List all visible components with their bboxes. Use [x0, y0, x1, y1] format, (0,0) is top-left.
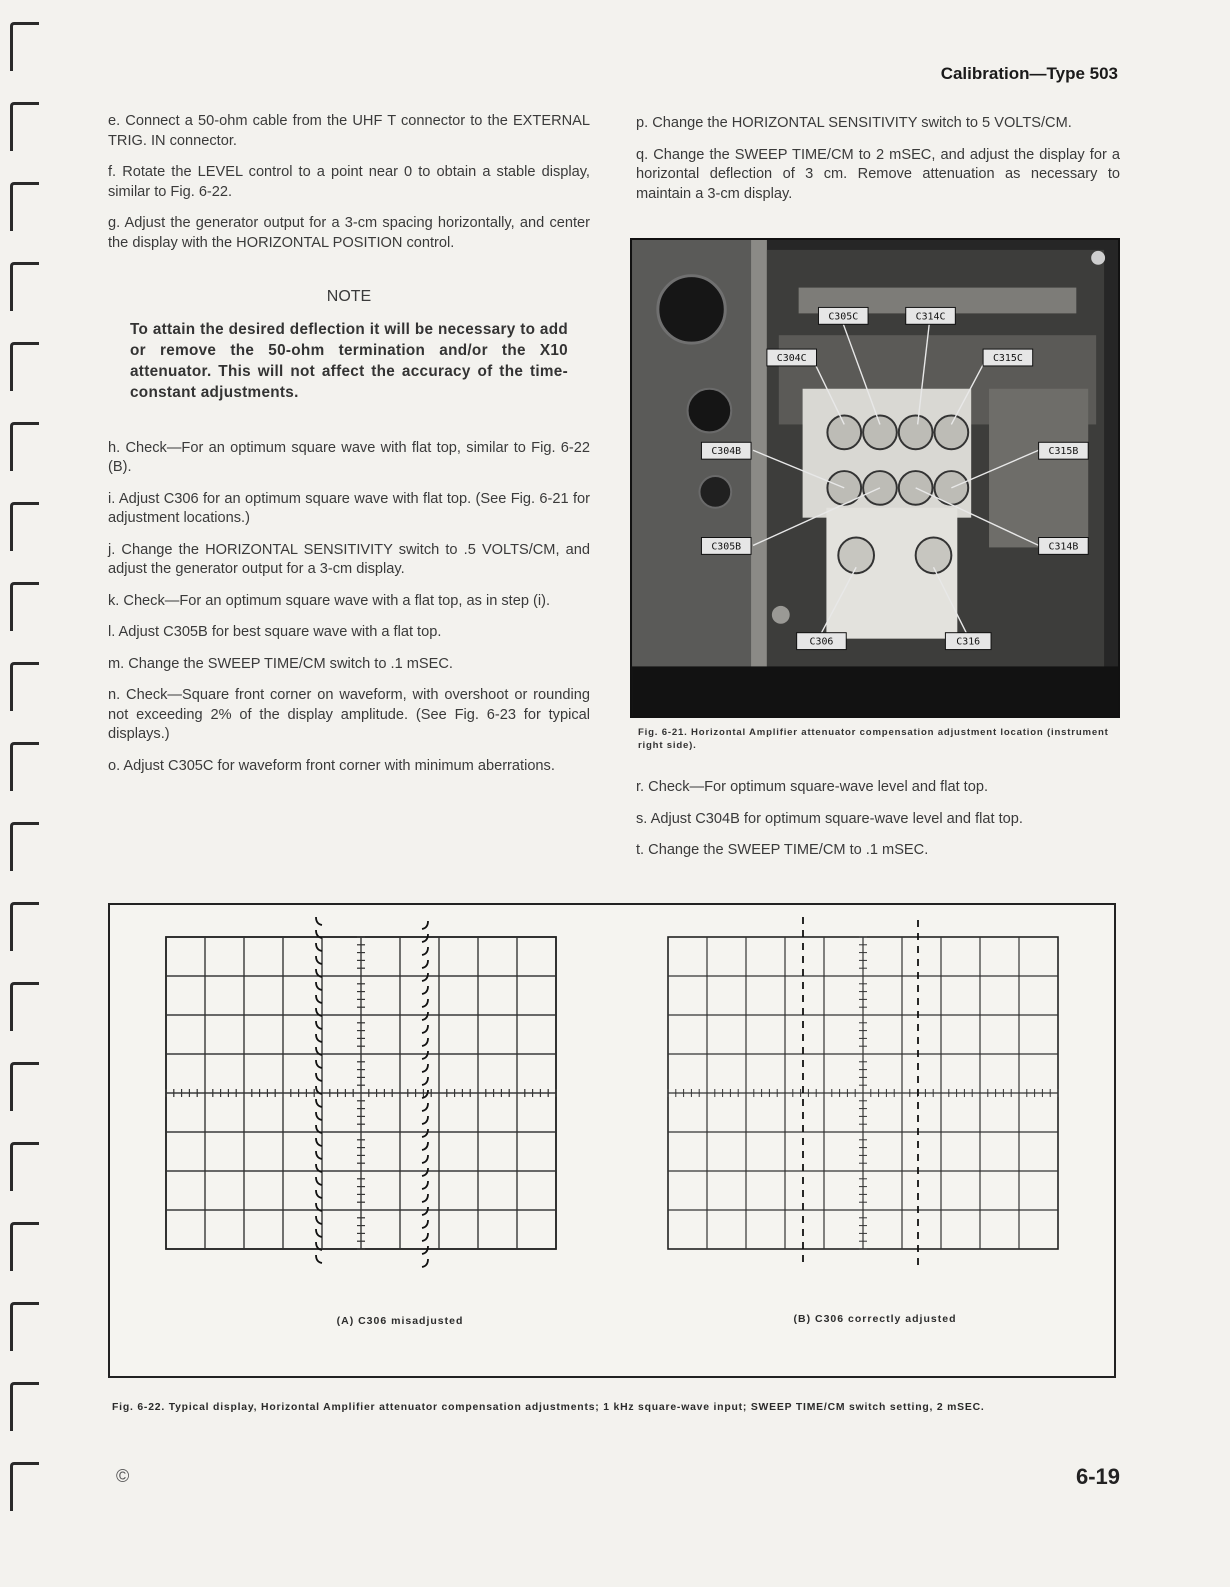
waveform-trace-segment — [316, 917, 322, 925]
graticule-a — [166, 917, 556, 1267]
waveform-trace-segment — [422, 1259, 428, 1267]
step-l: l. Adjust C305B for best square wave with a flat top. — [108, 624, 442, 640]
waveform-trace-segment — [316, 1073, 322, 1081]
waveform-trace-segment — [422, 947, 428, 955]
step-t: t. Change the SWEEP TIME/CM to .1 mSEC. — [636, 842, 929, 858]
waveform-trace-segment — [422, 973, 428, 981]
waveform-trace-segment — [316, 1112, 322, 1120]
waveform-trace-segment — [422, 1038, 428, 1046]
waveform-trace-segment — [316, 1151, 322, 1159]
waveform-trace-segment — [316, 1034, 322, 1042]
binding-ring — [10, 102, 39, 151]
photo-callout-c305b — [701, 538, 751, 555]
binding-ring — [10, 262, 39, 311]
photo-callout-c304b — [701, 442, 751, 459]
svg-text:C315C: C315C — [992, 352, 1023, 364]
waveform-trace-segment — [422, 1064, 428, 1072]
step-i: i. Adjust C306 for an optimum square wave with flat top. (See Fig. 6-21 for adjustment locations.) — [108, 490, 590, 526]
svg-text:C316: C316 — [956, 636, 981, 648]
binding-ring — [10, 822, 39, 871]
graticule-b — [668, 917, 1058, 1265]
binding-ring — [10, 342, 39, 391]
svg-text:C314C: C314C — [915, 311, 946, 323]
waveform-trace-segment — [422, 1155, 428, 1163]
svg-text:C305B: C305B — [711, 541, 742, 553]
waveform-trace-segment — [316, 982, 322, 990]
binding-ring — [10, 422, 39, 471]
waveform-trace-segment — [422, 1103, 428, 1111]
waveform-trace-segment — [316, 1060, 322, 1068]
fig-6-21-photo — [630, 238, 1120, 718]
waveform-trace-segment — [422, 1025, 428, 1033]
svg-text:C315B: C315B — [1048, 446, 1079, 458]
binding-ring — [10, 742, 39, 791]
photo-callout-c305c — [818, 307, 868, 324]
waveform-trace-segment — [422, 1142, 428, 1150]
binding-ring — [10, 662, 39, 711]
binding-ring — [10, 1142, 39, 1191]
copyright-symbol: © — [116, 1466, 130, 1486]
photo-callout-c315c — [983, 349, 1033, 366]
page-number: 6-19 — [1075, 1464, 1120, 1489]
right-column-bottom — [636, 778, 1120, 873]
step-e: e. Connect a 50-ohm cable from the UHF T connector to the EXTERNAL TRIG. IN connector. — [108, 113, 590, 149]
waveform-trace-segment — [316, 1021, 322, 1029]
waveform-trace-segment — [422, 960, 428, 968]
binding-ring — [10, 1382, 39, 1431]
binding-ring — [10, 982, 39, 1031]
waveform-trace-segment — [316, 995, 322, 1003]
photo-callout-c304c — [767, 349, 817, 366]
svg-text:C314B: C314B — [1048, 541, 1079, 553]
binding-ring — [10, 582, 39, 631]
waveform-trace-segment — [422, 986, 428, 994]
waveform-trace-segment — [316, 1177, 322, 1185]
binding-ring — [10, 22, 39, 71]
waveform-trace-segment — [422, 1168, 428, 1176]
waveform-trace-segment — [316, 943, 322, 951]
waveform-trace-segment — [316, 1255, 322, 1263]
step-r: r. Check—For optimum square-wave level and flat top. — [636, 779, 989, 795]
waveform-trace-segment — [422, 1129, 428, 1137]
svg-text:C304C: C304C — [776, 352, 807, 364]
waveform-trace-segment — [316, 956, 322, 964]
fig-6-22-subcaption-a: (A) C306 misadjusted — [336, 1315, 464, 1327]
note-body: To attain the desired deflection it will be necessary to add or remove the 50-ohm termination and/or the X10 attenuator. This will not affect the accuracy of the time-constant adjustments. — [130, 320, 568, 401]
waveform-trace-segment — [316, 1229, 322, 1237]
waveform-trace-segment — [316, 1099, 322, 1107]
waveform-trace-segment — [422, 1233, 428, 1241]
binding-ring — [10, 182, 39, 231]
step-m: m. Change the SWEEP TIME/CM switch to .1 mSEC. — [108, 655, 453, 672]
waveform-trace-segment — [422, 1012, 428, 1020]
binding-ring — [10, 902, 39, 951]
waveform-trace-segment — [422, 1194, 428, 1202]
waveform-trace-segment — [316, 1190, 322, 1198]
waveform-trace-segment — [422, 1246, 428, 1254]
waveform-trace-segment — [422, 1220, 428, 1228]
fig-6-22-graticules — [110, 905, 1114, 1376]
step-q: q. Change the SWEEP TIME/CM to 2 mSEC, and adjust the display for a horizontal deflection of 3 cm. Remove attenuation as necessary to maintain a 3-cm display. — [636, 146, 1120, 202]
instrument-photo-illustration — [632, 240, 1118, 716]
page-header: Calibration—Type 503 — [940, 64, 1118, 83]
photo-callout-c316 — [945, 633, 991, 650]
step-f: f. Rotate the LEVEL control to a point near 0 to obtain a stable display, similar to Fig. 6-22. — [108, 164, 590, 200]
right-column-top — [636, 114, 1120, 216]
binding-ring — [10, 1222, 39, 1271]
left-column — [108, 112, 590, 788]
photo-callout-c306 — [797, 633, 847, 650]
binding-ring — [10, 1302, 39, 1351]
fig-6-22-caption: Fig. 6-22. Typical display, Horizontal Amplifier attenuator compensation adjustments; 1 kHz square-wave input; SWEEP TIME/CM switch setting, 2 mSEC. — [112, 1402, 985, 1413]
svg-text:C304B: C304B — [711, 446, 742, 458]
binding-ring — [10, 1062, 39, 1111]
binding-ring — [10, 502, 39, 551]
photo-callout-c314c — [906, 307, 956, 324]
waveform-trace-segment — [422, 1116, 428, 1124]
waveform-trace-segment — [422, 934, 428, 942]
waveform-trace-segment — [422, 1077, 428, 1085]
photo-callout-c314b — [1039, 538, 1089, 555]
step-s: s. Adjust C304B for optimum square-wave level and flat top. — [636, 810, 1023, 827]
fig-6-22-box — [108, 903, 1116, 1378]
step-g: g. Adjust the generator output for a 3-cm spacing horizontally, and center the display with the HORIZONTAL POSITION control. — [108, 215, 590, 251]
waveform-trace-segment — [316, 1216, 322, 1224]
note-title: NOTE — [326, 288, 372, 305]
fig-6-22-subcaption-b: (B) C306 correctly adjusted — [793, 1313, 957, 1325]
waveform-trace-segment — [422, 1181, 428, 1189]
step-k: k. Check—For an optimum square wave with a flat top, as in step (i). — [108, 592, 551, 609]
step-p: p. Change the HORIZONTAL SENSITIVITY switch to 5 VOLTS/CM. — [636, 115, 1072, 131]
waveform-trace-segment — [422, 1207, 428, 1215]
step-h: h. Check—For an optimum square wave with flat top, similar to Fig. 6-22 (B). — [108, 439, 590, 475]
waveform-trace-segment — [422, 1051, 428, 1059]
waveform-trace-segment — [316, 1138, 322, 1146]
fig-6-21-caption: Fig. 6-21. Horizontal Amplifier attenuator compensation adjustment location (instrument right side). — [638, 727, 1109, 751]
step-o: o. Adjust C305C for waveform front corner with minimum aberrations. — [108, 757, 555, 774]
waveform-trace-segment — [422, 999, 428, 1007]
binding-ring — [10, 1462, 39, 1511]
photo-callout-c315b — [1039, 442, 1089, 459]
step-n: n. Check—Square front corner on waveform, with overshoot or rounding not exceeding 2% of the display amplitude. (See Fig. 6-23 for typical displays.) — [108, 687, 590, 742]
svg-text:C306: C306 — [809, 636, 834, 648]
spiral-binding — [0, 0, 60, 1587]
step-j: j. Change the HORIZONTAL SENSITIVITY switch to .5 VOLTS/CM, and adjust the generator output for a 3-cm display. — [108, 541, 590, 577]
svg-text:C305C: C305C — [828, 311, 859, 323]
waveform-trace-segment — [422, 921, 428, 929]
